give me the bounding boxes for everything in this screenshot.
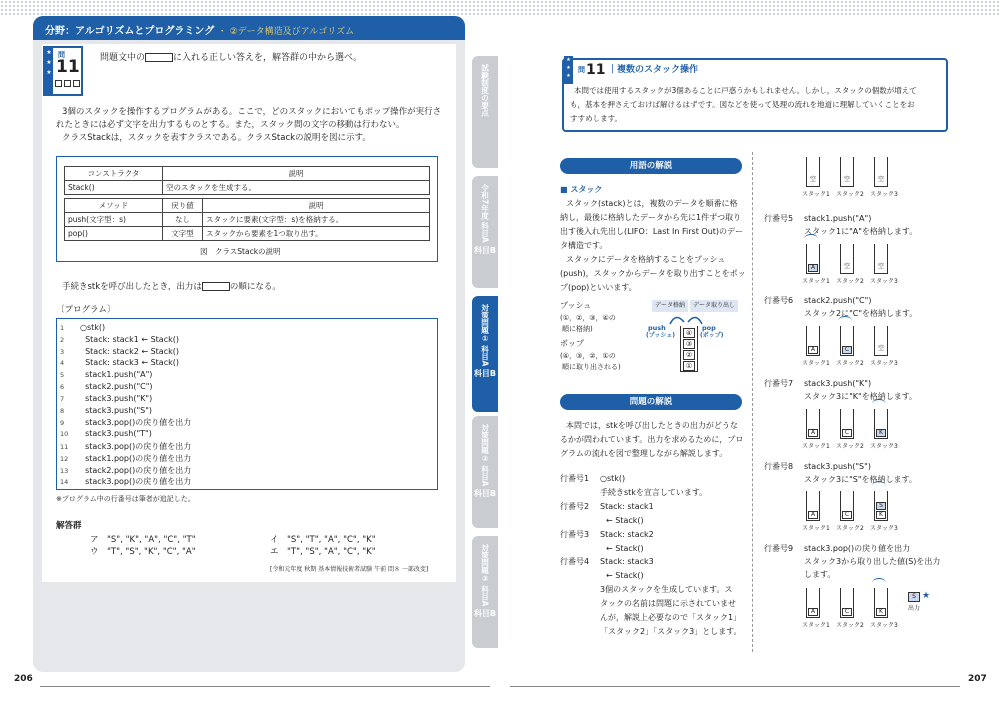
fig-push-label: push [648,324,666,332]
badge-label: 問 [578,66,585,74]
code-text: Stack: stack3 ← Stack() [80,358,179,368]
step-desc: スタック3に"K"を格納します。 [804,392,918,401]
code-line [60,417,191,428]
empty-marker: 空 [877,345,884,352]
step-desc: スタック3から取り出した値(S)を出力 [804,557,941,566]
side-tab-label: 対策問題① 科目A [480,304,490,367]
code-line [60,453,191,464]
step-code: stack3.push("K") [804,379,872,388]
intro-box-title: ｜複数のスタック操作 [608,65,699,75]
stack-cell: S [876,502,886,510]
term-line: タ構造です。 [560,241,608,250]
step-desc: スタック1に"A"を格納します。 [804,227,918,236]
intro-line: も，基本を押さえておけば解けるはずです。図などを使って処理の流れを地道に理解していくことをお [570,100,915,109]
intro-line: 本問では使用するスタックが3個あることに戸惑うかもしれません。しかし，スタックの個数が増えて [574,86,917,95]
question-intro: 問題文中の に入れる正しい答えを，解答群の中から選べ。 [100,53,363,63]
stack-container [806,409,820,439]
left-header: 分野：アルゴリズムとプログラミング ・ ②データ構造及びアルゴリズム [33,16,465,40]
term-line: プ(pop)といいます。 [560,283,637,292]
stack-container [840,588,854,618]
pop-note: 順に取り出される) [562,363,621,371]
push-arrow-icon [872,578,886,588]
stack-label: スタック1 [802,278,830,285]
line-number: 10 [60,430,69,439]
step-number: 行番号8 [764,462,794,471]
push-arrow-icon [872,481,886,491]
code-text: stack3.push("S") [80,405,153,415]
code-line [60,335,179,344]
stack-label: スタック2 [836,278,864,285]
figure-caption: 図 クラスStackの説明 [200,247,281,256]
stack-label: スタック3 [870,525,898,532]
fig-push-label: (プッシュ) [646,332,675,339]
step-desc: ← Stack() [606,516,644,525]
stack-label: スタック3 [870,191,898,198]
code-text: stack3.pop()の戻り値を出力 [80,442,192,451]
code-text: Stack: stack1 ← Stack() [80,334,179,344]
line-number: 3 [60,347,65,356]
step-number: 行番号9 [764,544,794,553]
stack-label: スタック3 [870,360,898,367]
stack-container [874,588,888,618]
side-tab-b: 科目B [473,245,497,255]
line-number: 12 [60,454,69,463]
stack-cell: C [842,511,852,519]
side-tab-2[interactable] [472,176,498,288]
stack-cell: A [808,264,818,272]
line-number: 9 [60,419,65,428]
terms-section-header: 用語の解説 [560,158,742,174]
stack-container [874,157,888,187]
line-number: 14 [60,478,69,487]
code-line [60,347,179,356]
stack-label: スタック1 [802,443,830,450]
output-label: 出力 [908,605,921,612]
header-subtitle: ②データ構造及びアルゴリズム [229,27,355,37]
step-code: stack3.push("S") [804,462,871,471]
line-number: 2 [60,335,65,344]
stack-label: スタック3 [870,278,898,285]
source-citation: [令和元年度 秋期 基本情報技術者試験 午前 問８ 一部改変] [270,566,429,573]
code-text: stack1.pop()の戻り値を出力 [80,453,192,463]
step-desc: スタック2に"C"を格納します。 [804,309,918,318]
demo-cell: ④ [683,328,695,338]
line-number: 8 [60,406,65,415]
empty-marker: 空 [877,263,884,270]
line-number: 1 [60,324,65,332]
footer-rule [510,686,960,687]
side-tab-4[interactable] [472,416,498,528]
side-tab-3[interactable] [472,296,498,412]
page-number-left: 206 [14,674,33,684]
fig-pop-label: (ポップ) [700,332,724,339]
term-line: スタックにデータを格納することをプッシュ [566,255,726,264]
step-number: 行番号5 [764,214,794,223]
stack-container [806,326,820,356]
step-desc: 手続きstkを宣言しています。 [600,488,708,497]
badge-number: 11 [56,57,80,77]
stack-cell: C [842,608,852,616]
code-line [60,358,179,367]
demo-cell: ② [683,350,695,360]
stack-container [840,244,854,274]
empty-marker: 空 [843,176,850,183]
demo-cell: ③ [683,339,695,349]
step-code: stack2.push("C") [804,296,872,305]
stack-container [874,409,888,439]
step-number: 行番号3 [560,530,590,539]
stack-container [874,244,888,274]
stack-container [806,491,820,521]
answers-label: 解答群 [56,521,82,531]
star-icon: ★ ★ ★ [45,48,53,94]
code-line [60,476,191,487]
push-label: プッシュ [560,301,592,310]
stack-label: スタック2 [836,360,864,367]
stack-label: スタック1 [802,191,830,198]
method-table: メソッド 戻り値 説明 push(文字型：s) なし スタックに要素(文字型：s)を格納する。 pop() 文字型 スタックから要素を1つ取り出す。 [64,198,430,241]
stack-cell: A [808,346,818,354]
stack-cell: K [876,511,886,519]
badge-number: 11 [586,62,606,78]
stack-label: スタック1 [802,622,830,629]
line-number: 6 [60,383,65,391]
step-desc: ← Stack() [606,544,644,553]
fig-store-label: データ格納 [652,300,688,312]
side-tab-b: 科目B [473,489,497,499]
term-title: ■ スタック [560,185,603,194]
code-line [60,382,153,391]
stack-container [840,326,854,356]
code-line [60,394,152,403]
output-value: S [908,592,920,602]
step-code: Stack: stack3 [600,557,654,566]
stack-cell: C [842,346,852,354]
stack-label: スタック1 [802,360,830,367]
step-desc: んが，解説上必要なので「スタック1」 [600,613,742,622]
empty-marker: 空 [809,176,816,183]
code-text: stack2.pop()の戻り値を出力 [80,465,192,475]
stack-label: スタック1 [802,525,830,532]
code-line [60,406,152,415]
side-tab-label: 令和7年度 科目A [480,184,490,243]
push-arrow-icon [838,316,852,326]
code-text: stack3.push("K") [80,393,153,403]
program-note: ※プログラム中の行番号は筆者が追記した。 [56,495,195,503]
footer-rule [40,686,490,687]
stack-container [874,326,888,356]
side-tab-label: 対策問題② 科目A [480,424,490,487]
code-line [60,429,152,438]
term-line: 出す後入れ先出し(LIFO：Last In First Out)のデー [560,227,744,236]
answer-choice-c[interactable]: ウ "T", "S", "K", "C", "A" [90,547,196,557]
step-desc: ← Stack() [606,571,644,580]
stack-container [840,491,854,521]
explain-line: グラムの流れを図で整理しながら解説します。 [560,449,728,458]
step-desc: タックの名前は問題に示されていませ [600,599,736,608]
stack-label: スタック2 [836,443,864,450]
stack-cell: K [876,608,886,616]
step-desc: します。 [804,570,836,579]
question-badge [43,46,83,96]
stack-cell: C [842,429,852,437]
stack-container [840,157,854,187]
check-boxes [55,80,80,87]
explain-line: るかが問われています。出力を求めるために，プロ [560,435,744,444]
badge-label: 問 [58,51,65,59]
push-arrow-icon [872,399,886,409]
term-line: 納し，最後に格納したデータから先に1件ずつ取り [560,213,742,222]
answer-choice-b[interactable]: イ "S", "T", "A", "C", "K" [270,535,376,545]
code-line [60,465,191,476]
push-pop-arrows [666,310,706,326]
constructor-table: コンストラクタ 説明 Stack() 空のスタックを生成する。 [64,166,430,195]
explain-section-header: 問題の解説 [560,394,742,410]
program-label: 〔プログラム〕 [56,305,116,315]
top-dot-band-right [500,0,1000,16]
code-text: stack3.push("T") [80,429,152,439]
stack-label: スタック2 [836,622,864,629]
step-number: 行番号1 [560,474,590,483]
paragraph-line: クラスStackは，スタックを表すクラスである。クラスStackの説明を図に示す。 [62,133,371,143]
code-text: stack3.pop()の戻り値を出力 [80,418,192,428]
stack-container [840,409,854,439]
answer-blank [145,53,173,62]
top-dot-band-left [0,0,500,16]
empty-marker: 空 [843,263,850,270]
paragraph-line: れたときには必ず文字を出力するものとする。また，スタック間の文字の移動は行わない。 [56,120,405,130]
stack-label: スタック3 [870,443,898,450]
step-desc: 3個のスタックを生成しています。ス [600,585,733,594]
step-number: 行番号6 [764,296,794,305]
term-line: スタック(stack)とは，複数のデータを順番に格 [566,199,738,208]
push-arrow-icon [804,234,818,244]
side-tab-label: 対策問題③ 科目A [480,544,490,607]
column-divider [752,152,753,652]
line-number: 11 [60,443,69,451]
stack-cell: A [808,511,818,519]
stack-container [806,244,820,274]
empty-marker: 空 [877,176,884,183]
demo-stack [680,326,698,372]
stack-cell: A [808,429,818,437]
paragraph-line: 3個のスタックを操作するプログラムがある。ここで，どのスタックにおいてもポップ操作が実行さ [62,107,442,117]
step-code: stack3.pop()の戻り値を出力 [804,544,911,553]
term-line: (push)，スタックからデータを取り出すことをポッ [560,269,746,278]
code-text: Stack: stack2 ← Stack() [80,346,179,356]
stack-cell: A [808,608,818,616]
demo-cell: ① [683,361,695,371]
stack-label: スタック2 [836,525,864,532]
step-number: 行番号7 [764,379,794,388]
fig-take-label: データ取り出し [690,300,738,312]
step-number: 行番号4 [560,557,590,566]
code-text: stack2.push("C") [80,382,153,391]
stack-label: スタック2 [836,191,864,198]
pop-note: (④，③，②，①の [560,352,616,360]
star-icon: ★ ★ ★ [564,56,573,84]
push-note: (①，②，③，④の [560,314,616,322]
side-tab-5[interactable] [472,536,498,648]
code-text: stack1.push("A") [80,370,153,380]
stack-container [806,157,820,187]
push-note: 順に格納) [562,325,593,333]
code-text: stack3.pop()の戻り値を出力 [80,477,192,487]
side-tab-1[interactable] [472,56,498,168]
side-tab-label: 試験制度の要点 [480,64,490,117]
step-desc: スタック3に"S"を格納します。 [804,475,917,484]
stack-cell: K [876,429,886,437]
intro-line: すすめします。 [570,114,622,123]
stack-container [806,588,820,618]
answer-choice-a[interactable]: ア "S", "K", "A", "C", "T" [90,535,196,545]
step-code: Stack: stack2 [600,530,654,539]
step-code: ○stk() [600,474,626,483]
explain-line: 本問では，stkを呼び出したときの出力がどうな [566,421,738,430]
line-number: 4 [60,359,65,368]
stack-container [874,491,888,521]
code-line [60,370,152,379]
code-line [60,441,191,452]
side-tab-b: 科目B [473,369,497,379]
page-number-right: 207 [968,674,987,684]
line-number: 7 [60,394,65,403]
side-tab-b: 科目B [473,609,497,619]
code-text: ○stk() [80,323,106,332]
paragraph-output: 手続きstkを呼び出したとき，出力は の順になる。 [62,282,281,292]
star-icon: ★ [922,591,931,601]
answer-choice-d[interactable]: エ "T", "S", "A", "C", "K" [270,547,376,557]
step-code: Stack: stack1 [600,502,654,511]
code-line [60,323,105,332]
step-code: stack1.push("A") [804,214,872,223]
stack-label: スタック3 [870,622,898,629]
step-desc: 「スタック2」「スタック3」とします。 [600,627,742,636]
line-number: 13 [60,466,69,475]
header-title: 分野：アルゴリズムとプログラミング [45,26,215,37]
line-number: 5 [60,371,65,380]
step-number: 行番号2 [560,502,590,511]
fig-pop-label: pop [702,324,716,332]
pop-label: ポップ [560,339,584,348]
